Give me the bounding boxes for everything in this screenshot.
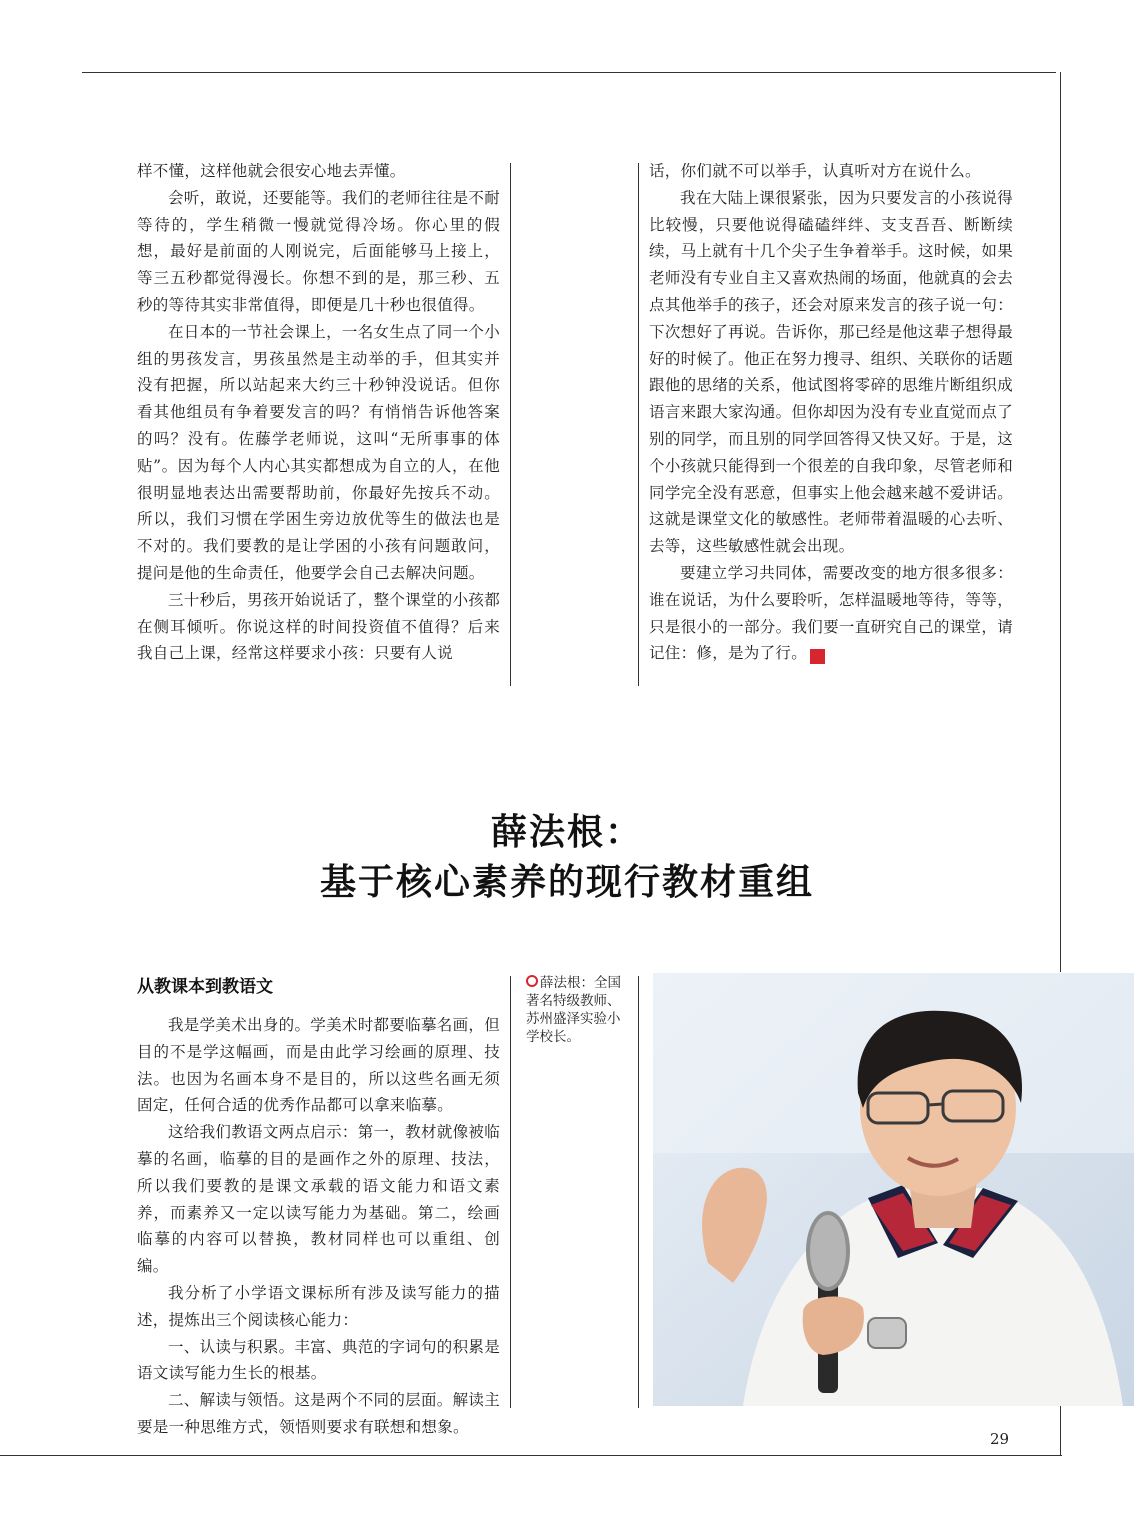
column-divider xyxy=(638,976,639,1408)
top-left-column xyxy=(137,158,500,667)
paragraph: 我在大陆上课很紧张，因为只要发言的小孩说得比较慢，只要他说得磕磕绊绊、支支吾吾、断断续续，马上就有十几个尖子生争着举手。这时候，如果老师没有专业自主又喜欢热闹的场面，他就真的会去点其他举手的孩子，还会对原来发言的孩子说一句：下次想好了再说。告诉你，那已经是他这辈子想得最好的时候了。他正在努力搜寻、组织、关联你的话题跟他的思绪的关系，他试图将零碎的思维片断组织成语言来跟大家沟通。但你却因为没有专业直觉而点了别的同学，而且别的同学回答得又快又好。于是，这个小孩就只能得到一个很差的自我印象，尽管老师和同学完全没有恶意，但事实上他会越来越不爱讲话。这就是课堂文化的敏感性。老师带着温暖的心去听、去等，这些敏感性就会出现。 xyxy=(649,188,1013,556)
section-heading: 从教课本到教语文 xyxy=(137,977,273,997)
paragraph: 二、解读与领悟。这是两个不同的层面。解读主要是一种思维方式，领悟则要求有联想和想象。 xyxy=(137,1391,500,1436)
bottom-rule xyxy=(0,1455,1062,1456)
paragraph-text: 要建立学习共同体，需要改变的地方很多很多：谁在说话，为什么要聆听，怎样温暖地等待，等等，只是很小的一部分。我们要一直研究自己的课堂，请记住：修，是为了行。 xyxy=(649,563,1013,663)
paragraph: 我分析了小学语文课标所有涉及读写能力的描述，提炼出三个阅读核心能力： xyxy=(137,1283,500,1329)
portrait-illustration xyxy=(653,973,1134,1406)
right-rule-lower xyxy=(1060,1405,1061,1455)
paragraph: 样不懂，这样他就会很安心地去弄懂。 xyxy=(137,162,406,180)
column-divider xyxy=(510,163,511,686)
portrait-photo xyxy=(653,973,1134,1406)
article-body xyxy=(137,1012,500,1441)
paragraph: 话，你们就不可以举手，认真听对方在说什么。 xyxy=(649,162,981,180)
paragraph: 我是学美术出身的。学美术时都要临摹名画，但目的不是学这幅画，而是由此学习绘画的原理、技法。也因为名画本身不是目的，所以这些名画无须固定，任何合适的优秀作品都可以拿来临摹。 xyxy=(137,1016,500,1115)
page-number: 29 xyxy=(990,1430,1010,1448)
column-divider xyxy=(510,976,511,1408)
paragraph: 三十秒后，男孩开始说话了，整个课堂的小孩都在侧耳倾听。你说这样的时间投资值不值得？后来我自己上课，经常这样要求小孩：只要有人说 xyxy=(137,590,500,663)
column-divider xyxy=(638,163,639,686)
paragraph: 在日本的一节社会课上，一名女生点了同一个小组的男孩发言，男孩虽然是主动举的手，但其实并没有把握，所以站起来大约三十秒钟没说话。但你看其他组员有争着要发言的吗？有悄悄告诉他答案的吗？没有。佐藤学老师说，这叫“无所事事的体贴”。因为每个人内心其实都想成为自立的人，在他很明显地表达出需要帮助前，你最好先按兵不动。所以，我们习惯在学困生旁边放优等生的做法也是不对的。我们要教的是让学困的小孩有问题敢问，提问是他的生命责任，他要学会自己去解决问题。 xyxy=(137,322,500,582)
caption-bullet-icon xyxy=(526,975,538,987)
photo-caption xyxy=(526,974,628,1046)
title-line-2: 基于核心素养的现行教材重组 xyxy=(319,862,814,903)
top-rule xyxy=(82,72,1056,73)
top-right-column xyxy=(649,158,1013,667)
end-mark-icon: 家 xyxy=(810,649,825,664)
article-title xyxy=(0,808,1134,908)
paragraph xyxy=(649,560,1013,667)
paragraph: 这给我们教语文两点启示：第一，教材就像被临摹的名画，临摹的目的是画作之外的原理、技法，所以我们要教的是课文承载的语文能力和语文素养，而素养又一定以读写能力为基础。第二，绘画临摹的内容可以替换，教材同样也可以重组、创编。 xyxy=(137,1123,500,1276)
paragraph: 一、认读与积累。丰富、典范的字词句的积累是语文读写能力生长的根基。 xyxy=(137,1337,500,1383)
paragraph: 会听，敢说，还要能等。我们的老师往往是不耐等待的，学生稍微一慢就觉得冷场。你心里的假想，最好是前面的人刚说完，后面能够马上接上，等三五秒都觉得漫长。你想不到的是，那三秒、五秒的等待其实非常值得，即便是几十秒也很值得。 xyxy=(137,188,500,314)
title-line-1: 薛法根： xyxy=(490,812,643,853)
caption-text: 薛法根：全国著名特级教师、苏州盛泽实验小学校长。 xyxy=(526,975,621,1045)
